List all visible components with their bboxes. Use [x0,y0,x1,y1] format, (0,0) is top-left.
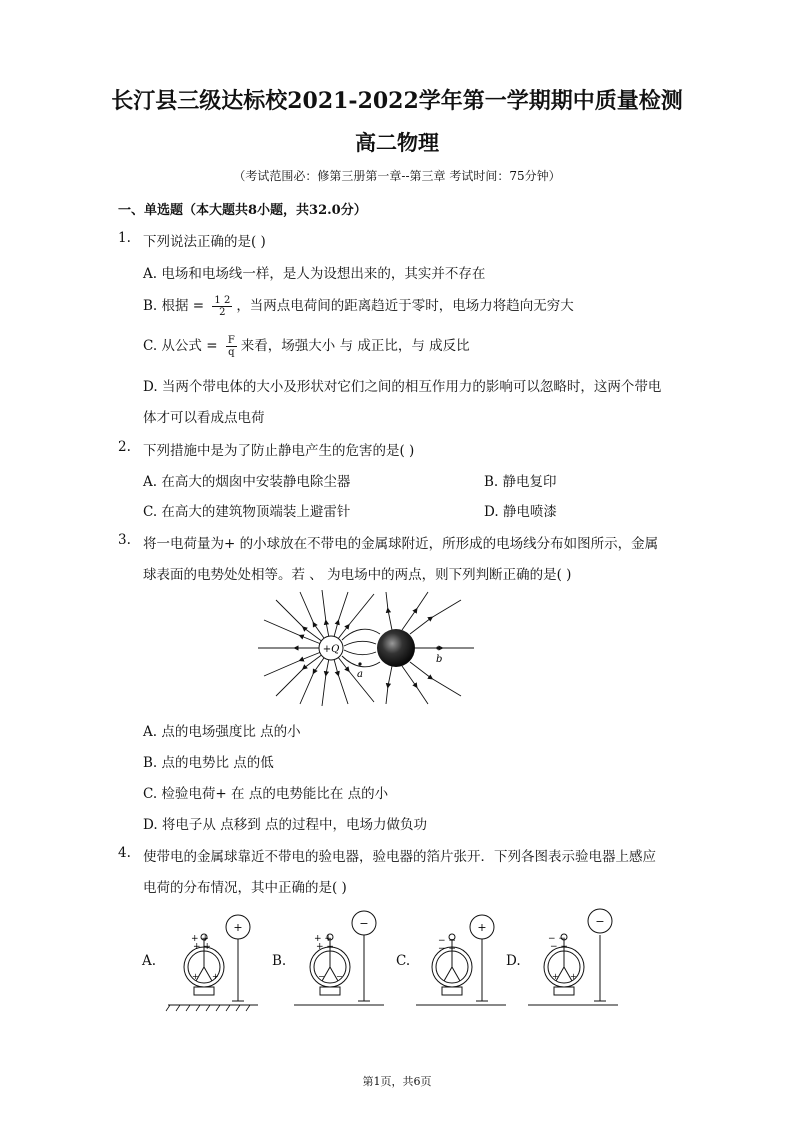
fraction-denominator: q [228,347,235,358]
electroscope-c [412,905,512,1013]
option-c: C. 在高大的建筑物顶端装上避雷针 [143,504,351,520]
svg-text:−: − [336,972,343,981]
formula-fraction [226,335,237,358]
electric-field-figure [256,588,478,708]
question-stem-line1: 使带电的金属球靠近不带电的验电器，验电器的箔片张开．下列各图表示验电器上感应 [143,849,656,865]
point-b [436,646,439,649]
electroscope-d [524,897,624,1013]
question-stem-line1: 将一电荷量为+ 的小球放在不带电的金属球附近，所形成的电场线分布如图所示，金属 [143,536,659,552]
option-c [143,334,470,358]
question-number: 4. [118,845,131,861]
svg-text:+: + [552,972,559,981]
svg-text:− −: − − [548,934,566,944]
electroscope-b [290,897,390,1013]
ball-sign-d: − [595,915,605,928]
question-number: 2. [118,439,131,455]
point-a [358,662,361,665]
fraction-numerator: 1 2 [214,295,231,306]
question-stem-line2: 球表面的电势处处相等。若 、 为电场中的两点，则下列判断正确的是( ) [143,567,572,583]
label-b: b [436,654,443,665]
option-label-c: C. [396,953,411,969]
ball-sign-b: − [359,917,369,930]
electroscope-a [162,905,262,1013]
svg-text:− −: − − [438,936,456,946]
option-d-line1: D. 当两个带电体的大小及形状对它们之间的相互作用力的影响可以忽略时，这两个带电 [143,379,662,395]
svg-text:+ +: + + [316,942,334,952]
option-b [143,294,574,318]
electroscope-options [140,905,640,1015]
option-d: D. 将电子从 点移到 点的过程中，电场力做负功 [143,817,428,833]
fraction-numerator: F [227,335,235,346]
exam-info: （考试范围必：修第三册第一章--第三章 考试时间：75分钟） [233,169,561,183]
option-label-a: A. [142,953,157,969]
question-number: 1. [118,230,131,246]
svg-text:+ +: + + [314,934,332,944]
svg-text:+: + [192,972,199,981]
option-d: D. 静电喷漆 [484,504,557,520]
metal-sphere [377,629,415,667]
option-b: B. 静电复印 [484,474,557,490]
page-number: 第1页，共6页 [362,1075,432,1088]
option-label-b: B. [272,953,287,969]
option-b-suffix: ，当两点电荷间的距离趋近于零时，电场力将趋向无穷大 [236,298,574,314]
option-c-suffix: 来看，场强大小 与 成正比，与 成反比 [240,338,470,354]
svg-text:− −: − − [438,944,456,954]
fraction-denominator: 2 [219,307,226,318]
option-b-prefix: B. 根据 = [143,298,205,314]
question-stem-line2: 电荷的分布情况，其中正确的是( ) [143,880,347,896]
svg-text:− −: − − [550,942,568,952]
exam-subject: 高二物理 [355,130,439,155]
svg-text:+ +: + + [193,942,211,952]
svg-text:+: + [570,972,577,981]
section-title: 一、单选题（本大题共8小题，共32.0分） [118,203,367,218]
question-stem: 下列措施中是为了防止静电产生的危害的是( ) [143,443,415,459]
formula-fraction [212,295,232,318]
ball-sign-c: + [477,921,487,934]
option-a: A. 电场和电场线一样，是人为设想出来的，其实并不存在 [143,266,486,282]
option-b: B. 点的电势比 点的低 [143,755,274,771]
question-number: 3. [118,532,131,548]
svg-text:+: + [212,972,219,981]
question-stem: 下列说法正确的是( ) [143,234,266,250]
option-d-line2: 体才可以看成点电荷 [143,410,265,426]
option-label-d: D. [506,953,521,969]
exam-title: 长汀县三级达标校2021-2022学年第一学期期中质量检测 [111,88,683,114]
option-c: C. 检验电荷+ 在 点的电势能比在 点的小 [143,786,389,802]
option-a: A. 点的电场强度比 点的小 [143,724,301,740]
ball-sign-a: + [233,921,243,934]
label-a: a [357,669,363,680]
option-a: A. 在高大的烟囱中安装静电除尘器 [143,474,351,490]
svg-text:+ +: + + [191,934,209,944]
svg-text:−: − [318,972,325,981]
label-q: +Q [322,644,340,655]
option-c-prefix: C. 从公式 = [143,338,218,354]
